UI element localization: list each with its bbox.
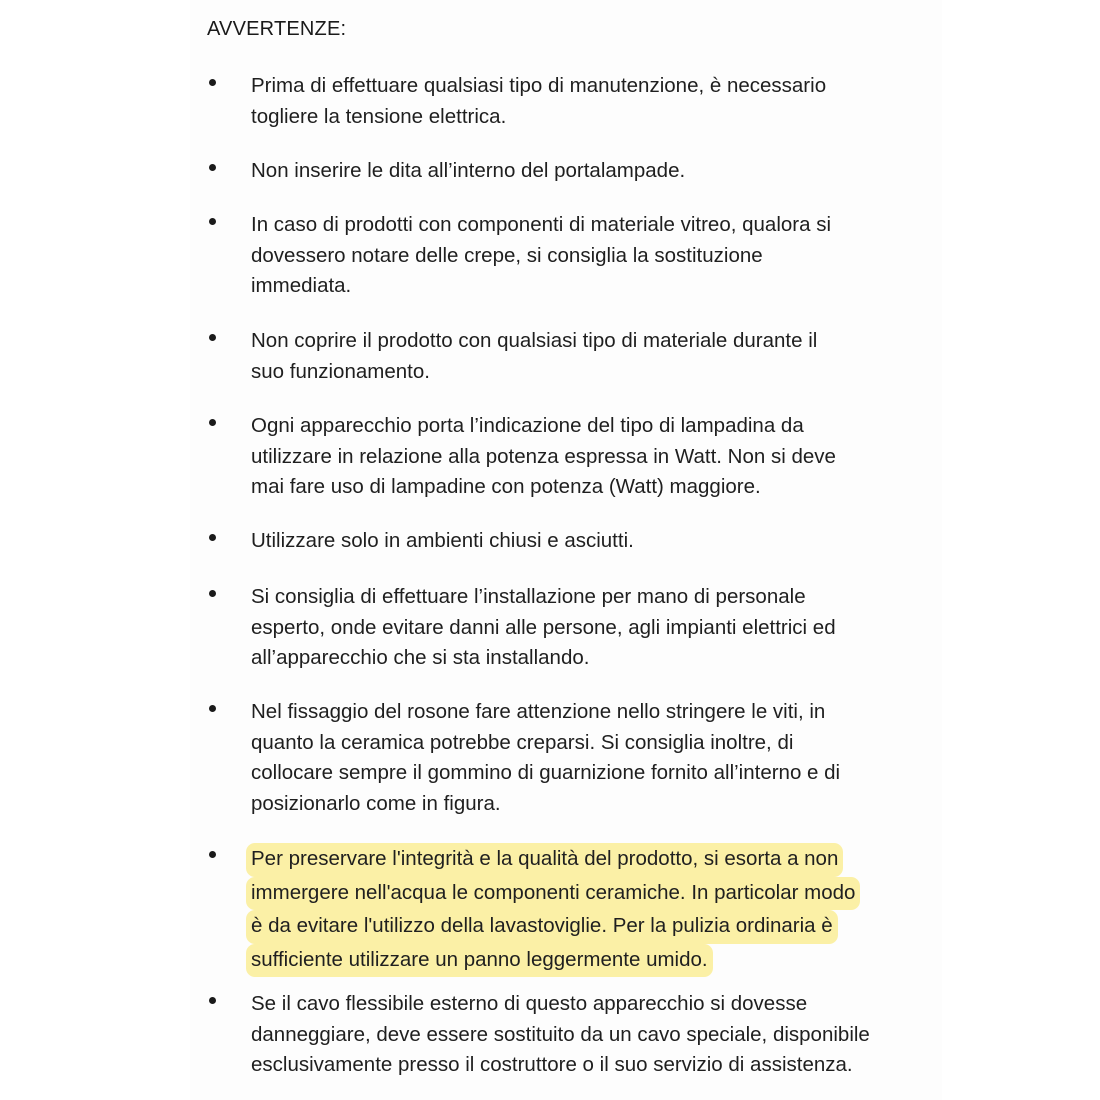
text-line: quanto la ceramica potrebbe creparsi. Si consiglia inoltre, di: [251, 730, 794, 754]
text-line: In caso di prodotti con componenti di materiale vitreo, qualora si: [251, 213, 832, 236]
list-item-text: [251, 582, 921, 674]
text-line: Ogni apparecchio porta l’indicazione del tipo di lampadina da: [251, 414, 804, 437]
text-line: togliere la tensione elettrica.: [251, 104, 507, 128]
list-item-text: [251, 210, 921, 302]
bullet-icon: [209, 419, 216, 426]
text-line: Nel fissaggio del rosone fare attenzione nello stringere le viti, in: [251, 700, 826, 723]
text-line: mai fare uso di lampadine con potenza (Watt) maggiore.: [251, 475, 761, 498]
text-line: Si consiglia di effettuare l’installazione per mano di personale: [251, 585, 806, 608]
bullet-icon: [209, 334, 216, 341]
list-item-text: [251, 843, 921, 977]
text-line: dovessero notare delle crepe, si consiglia la sostituzione: [251, 243, 763, 267]
bullet-icon: [209, 534, 216, 541]
text-line: collocare sempre il gommino di guarnizione fornito all’interno e di: [251, 761, 841, 784]
list-item-text: [251, 989, 921, 1081]
bullet-icon: [209, 218, 216, 225]
text-line: Prima di effettuare qualsiasi tipo di manutenzione, è necessario: [251, 74, 827, 97]
bullet-icon: [209, 164, 216, 171]
highlighted-text-line: è da evitare l'utilizzo della lavastoviglie. Per la pulizia ordinaria è: [246, 910, 838, 944]
list-item-text: [251, 71, 921, 132]
bullet-icon: [209, 851, 216, 858]
list-item-text: [251, 697, 921, 819]
text-line: utilizzare in relazione alla potenza espressa in Watt. Non si deve: [251, 444, 836, 468]
document-heading: AVVERTENZE:: [207, 18, 347, 40]
bullet-icon: [209, 705, 216, 712]
highlighted-text-line: immergere nell'acqua le componenti ceramiche. In particolar modo: [246, 877, 860, 911]
text-line: Utilizzare solo in ambienti chiusi e asciutti.: [251, 529, 634, 552]
bullet-icon: [209, 997, 216, 1004]
list-item-text: [251, 411, 921, 503]
text-line: Non inserire le dita all’interno del portalampade.: [251, 159, 686, 182]
text-line: immediata.: [251, 274, 352, 297]
text-line: all’apparecchio che si sta installando.: [251, 646, 590, 669]
list-item-text: [251, 156, 921, 187]
text-line: Non coprire il prodotto con qualsiasi tipo di materiale durante il: [251, 329, 818, 352]
bullet-icon: [209, 79, 216, 86]
text-line: danneggiare, deve essere sostituito da un cavo speciale, disponibile: [251, 1022, 870, 1046]
text-line: posizionarlo come in figura.: [251, 791, 501, 815]
bullet-icon: [209, 590, 216, 597]
list-item-text: [251, 326, 921, 387]
highlighted-text-line: sufficiente utilizzare un panno leggermente umido.: [246, 944, 713, 978]
text-line: Se il cavo flessibile esterno di questo apparecchio si dovesse: [251, 992, 808, 1015]
highlighted-text-line: Per preservare l'integrità e la qualità del prodotto, si esorta a non: [246, 843, 843, 877]
text-line: esclusivamente presso il costruttore o il suo servizio di assistenza.: [251, 1053, 853, 1076]
text-line: suo funzionamento.: [251, 359, 430, 383]
text-line: esperto, onde evitare danni alle persone, agli impianti elettrici ed: [251, 615, 836, 639]
list-item-text: [251, 526, 921, 557]
